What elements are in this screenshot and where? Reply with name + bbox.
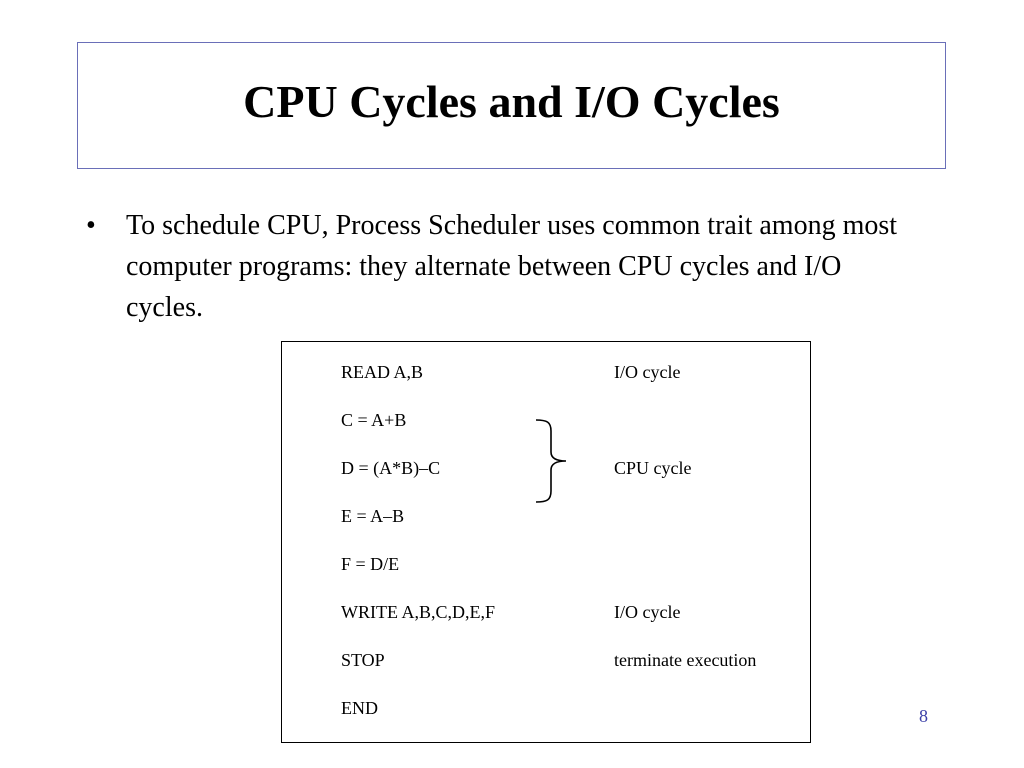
program-row	[282, 552, 810, 576]
program-statement: END	[341, 698, 378, 718]
program-statement: WRITE A,B,C,D,E,F	[341, 602, 496, 622]
program-statement: C = A+B	[341, 410, 407, 430]
program-row	[282, 504, 810, 528]
bullet-icon: •	[86, 210, 96, 241]
cycle-annotation: CPU cycle	[614, 458, 692, 478]
slide-title-box	[77, 42, 946, 169]
bullet-text: To schedule CPU, Process Scheduler uses common trait among most computer programs: they alternate between CPU cycles and I/O cycles.	[126, 210, 898, 323]
program-statement: E = A–B	[341, 506, 405, 526]
program-listing-box	[281, 341, 811, 743]
program-row	[282, 600, 810, 624]
slide-title: CPU Cycles and I/O Cycles	[243, 76, 780, 127]
program-statement: F = D/E	[341, 554, 400, 574]
cycle-annotation: I/O cycle	[614, 602, 681, 622]
page-number: 8	[919, 706, 928, 726]
cycle-annotation: terminate execution	[614, 650, 757, 670]
program-statement: D = (A*B)–C	[341, 458, 441, 478]
program-row	[282, 648, 810, 672]
cycle-annotation: I/O cycle	[614, 362, 681, 382]
program-statement: READ A,B	[341, 362, 424, 382]
right-brace-icon	[534, 419, 570, 503]
program-row	[282, 696, 810, 720]
bullet-point	[86, 205, 906, 328]
program-statement: STOP	[341, 650, 385, 670]
program-row	[282, 360, 810, 384]
